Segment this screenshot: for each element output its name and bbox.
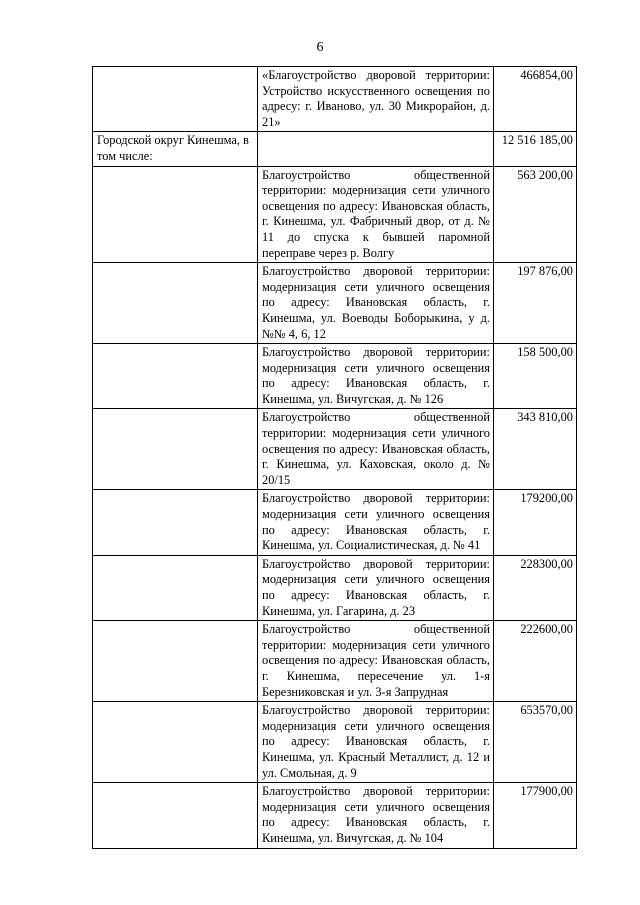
municipality-cell: Городской округ Кинешма, в том числе: bbox=[93, 132, 258, 166]
page-number: 6 bbox=[316, 40, 324, 55]
description-cell bbox=[258, 132, 494, 166]
table-row bbox=[93, 166, 577, 263]
amount-cell: 177900,00 bbox=[494, 783, 577, 848]
table-row bbox=[93, 702, 577, 783]
table-row bbox=[93, 67, 577, 132]
municipality-cell bbox=[93, 621, 258, 702]
table-row bbox=[93, 263, 577, 344]
table-row bbox=[93, 783, 577, 848]
table-row bbox=[93, 132, 577, 166]
description-cell: Благоустройство общественной территории: модернизация сети уличного освещения по адресу: Ивановская область, г. Кинешма, пересечение ул. 1-я Березниковская и ул. 3-я Запрудная bbox=[258, 621, 494, 702]
amount-cell: 12 516 185,00 bbox=[494, 132, 577, 166]
municipality-cell bbox=[93, 702, 258, 783]
description-cell: Благоустройство дворовой территории: модернизация сети уличного освещения по адресу: Ивановская область, г. Кинешма, ул. Вичугская, д. № 104 bbox=[258, 783, 494, 848]
amount-cell: 343 810,00 bbox=[494, 409, 577, 490]
amount-cell: 222600,00 bbox=[494, 621, 577, 702]
amount-cell: 228300,00 bbox=[494, 555, 577, 620]
description-cell: Благоустройство общественной территории: модернизация сети уличного освещения по адресу: Ивановская область, г. Кинешма, ул. Фабричный двор, от д. № 11 до спуска к бывшей паромной переправе через р. Волгу bbox=[258, 166, 494, 263]
amount-cell: 197 876,00 bbox=[494, 263, 577, 344]
amount-cell: 158 500,00 bbox=[494, 344, 577, 409]
description-cell: Благоустройство дворовой территории: модернизация сети уличного освещения по адресу: Ивановская область, г. Кинешма, ул. Вичугская, д. № 126 bbox=[258, 344, 494, 409]
municipality-cell bbox=[93, 555, 258, 620]
amount-cell: 653570,00 bbox=[494, 702, 577, 783]
municipality-cell bbox=[93, 67, 258, 132]
municipality-cell bbox=[93, 344, 258, 409]
table-row bbox=[93, 555, 577, 620]
table-row bbox=[93, 490, 577, 555]
description-cell: Благоустройство дворовой территории: модернизация сети уличного освещения по адресу: Ивановская область, г. Кинешма, ул. Гагарина, д. 23 bbox=[258, 555, 494, 620]
funding-table bbox=[92, 66, 577, 849]
amount-cell: 466854,00 bbox=[494, 67, 577, 132]
description-cell: Благоустройство дворовой территории: модернизация сети уличного освещения по адресу: Ивановская область, г. Кинешма, ул. Социалистическая, д. № 41 bbox=[258, 490, 494, 555]
description-cell: Благоустройство общественной территории: модернизация сети уличного освещения по адресу: Ивановская область, г. Кинешма, ул. Каховская, около д. № 20/15 bbox=[258, 409, 494, 490]
municipality-cell bbox=[93, 263, 258, 344]
table-row bbox=[93, 409, 577, 490]
table-row bbox=[93, 344, 577, 409]
amount-cell: 563 200,00 bbox=[494, 166, 577, 263]
table-row bbox=[93, 621, 577, 702]
municipality-cell bbox=[93, 166, 258, 263]
amount-cell: 179200,00 bbox=[494, 490, 577, 555]
municipality-cell bbox=[93, 783, 258, 848]
municipality-cell bbox=[93, 490, 258, 555]
description-cell: «Благоустройство дворовой территории: Устройство искусственного освещения по адресу: г. Иваново, ул. 30 Микрорайон, д. 21» bbox=[258, 67, 494, 132]
description-cell: Благоустройство дворовой территории: модернизация сети уличного освещения по адресу: Ивановская область, г. Кинешма, ул. Воеводы Боборыкина, у д. №№ 4, 6, 12 bbox=[258, 263, 494, 344]
municipality-cell bbox=[93, 409, 258, 490]
description-cell: Благоустройство дворовой территории: модернизация сети уличного освещения по адресу: Ивановская область, г. Кинешма, ул. Красный Металлист, д. 12 и ул. Смольная, д. 9 bbox=[258, 702, 494, 783]
